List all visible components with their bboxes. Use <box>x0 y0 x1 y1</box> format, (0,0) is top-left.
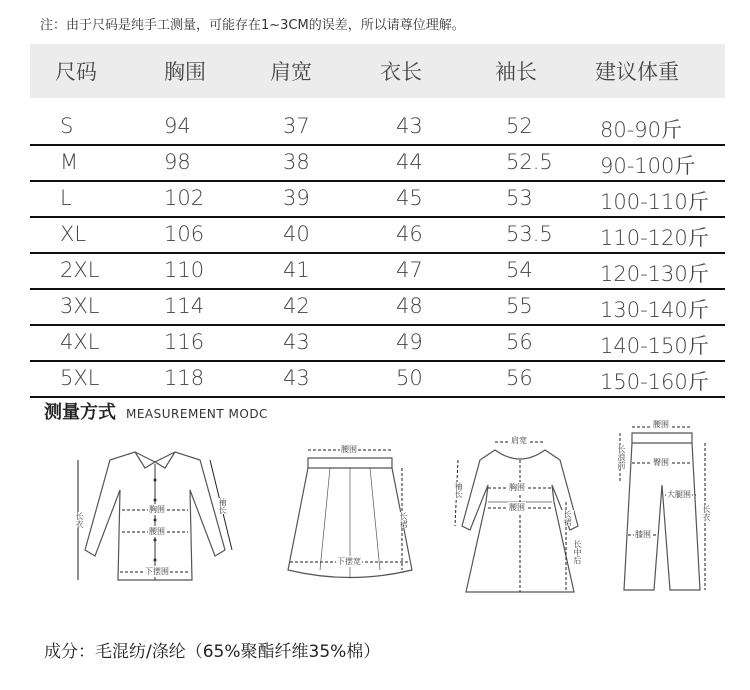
cell-chest: 110 <box>164 258 205 282</box>
cell-weight: 140-150斤 <box>600 334 709 358</box>
dress-diagram <box>450 430 590 600</box>
pants-knee-label: 膝围 <box>635 530 651 539</box>
pants-hip-label: 臀围 <box>653 458 669 467</box>
table-row <box>30 146 725 182</box>
table-row <box>30 218 725 254</box>
cell-length: 49 <box>396 330 423 354</box>
cell-length: 46 <box>396 222 423 246</box>
cell-shoulder: 38 <box>283 150 310 174</box>
cell-sleeve: 54 <box>506 258 533 282</box>
table-row <box>30 110 725 146</box>
cell-sleeve: 53 <box>506 186 533 210</box>
cell-weight: 80-90斤 <box>600 118 683 142</box>
cell-size: 4XL <box>60 330 100 354</box>
skirt-hem-label: 下摆宽 <box>337 557 361 566</box>
cell-chest: 102 <box>164 186 205 210</box>
shirt-hem-label: 下摆围 <box>145 567 169 576</box>
pants-front-rise-label: 长浪前 <box>617 445 626 469</box>
cell-chest: 94 <box>164 114 191 138</box>
cell-length: 45 <box>396 186 423 210</box>
cell-sleeve: 52 <box>506 114 533 138</box>
dress-chest-label: 胸围 <box>509 483 525 492</box>
cell-chest: 116 <box>164 330 205 354</box>
cell-chest: 118 <box>164 366 205 390</box>
shirt-chest-label: 胸围 <box>149 505 165 514</box>
cell-shoulder: 42 <box>283 294 310 318</box>
measurement-title <box>44 398 268 424</box>
cell-length: 50 <box>396 366 423 390</box>
shirt-waist-label: 腰围 <box>149 527 165 536</box>
cell-shoulder: 37 <box>283 114 310 138</box>
dress-sleeve-label: 袖长 <box>454 482 463 498</box>
size-note: 注：由于尺码是纯手工测量，可能存在1~3CM的误差，所以请尊位理解。 <box>40 18 465 33</box>
table-row <box>30 362 725 398</box>
cell-weight: 130-140斤 <box>600 298 709 322</box>
dress-back-center-label: 长中后 <box>573 540 582 564</box>
cell-shoulder: 39 <box>283 186 310 210</box>
cell-weight: 150-160斤 <box>600 370 709 394</box>
table-row <box>30 290 725 326</box>
header-length: 衣长 <box>380 60 422 84</box>
measurement-title-cn: 测量方式 <box>44 402 116 423</box>
cell-weight: 110-120斤 <box>600 226 709 250</box>
cell-sleeve: 56 <box>506 366 533 390</box>
header-shoulder: 肩宽 <box>270 60 312 84</box>
shirt-length-label: 长衣 <box>75 512 84 528</box>
dress-waist-label: 腰围 <box>509 503 525 512</box>
skirt-length-label: 长裙 <box>399 512 408 528</box>
skirt-diagram <box>280 440 425 590</box>
cell-size: L <box>60 186 72 210</box>
cell-size: 2XL <box>60 258 100 282</box>
cell-length: 47 <box>396 258 423 282</box>
cell-weight: 120-130斤 <box>600 262 709 286</box>
size-table-header <box>30 44 725 98</box>
cell-weight: 90-100斤 <box>600 154 696 178</box>
shirt-diagram <box>60 440 250 590</box>
cell-shoulder: 43 <box>283 366 310 390</box>
dress-shoulder-label: 肩宽 <box>511 436 527 445</box>
cell-chest: 114 <box>164 294 205 318</box>
cell-shoulder: 43 <box>283 330 310 354</box>
cell-shoulder: 40 <box>283 222 310 246</box>
cell-sleeve: 53.5 <box>506 222 553 246</box>
pants-waist-label: 腰围 <box>653 420 669 429</box>
cell-weight: 100-110斤 <box>600 190 709 214</box>
pants-diagram <box>610 420 720 600</box>
table-row <box>30 182 725 218</box>
header-chest: 胸围 <box>164 60 206 84</box>
table-row <box>30 254 725 290</box>
skirt-waist-label: 腰围 <box>341 445 357 454</box>
pants-length-label: 长衣 <box>702 505 711 521</box>
cell-shoulder: 41 <box>283 258 310 282</box>
dress-length-label: 长裙 <box>563 510 572 526</box>
cell-size: 3XL <box>60 294 100 318</box>
cell-sleeve: 56 <box>506 330 533 354</box>
cell-sleeve: 52.5 <box>506 150 553 174</box>
measurement-title-en: MEASUREMENT MODC <box>126 407 268 421</box>
cell-size: 5XL <box>60 366 100 390</box>
cell-sleeve: 55 <box>506 294 533 318</box>
pants-thigh-label: 大腿围 <box>667 490 691 499</box>
header-weight: 建议体重 <box>595 60 679 84</box>
cell-length: 43 <box>396 114 423 138</box>
shirt-sleeve-label: 袖长 <box>218 498 227 514</box>
cell-length: 44 <box>396 150 423 174</box>
header-sleeve: 袖长 <box>495 60 537 84</box>
cell-size: S <box>60 114 74 138</box>
cell-size: XL <box>60 222 87 246</box>
cell-length: 48 <box>396 294 423 318</box>
cell-chest: 98 <box>164 150 191 174</box>
header-size: 尺码 <box>55 60 97 84</box>
fabric-composition: 成分：毛混纺/涤纶（65%聚酯纤维35%棉） <box>44 642 381 662</box>
cell-chest: 106 <box>164 222 205 246</box>
table-row <box>30 326 725 362</box>
cell-size: M <box>60 150 79 174</box>
